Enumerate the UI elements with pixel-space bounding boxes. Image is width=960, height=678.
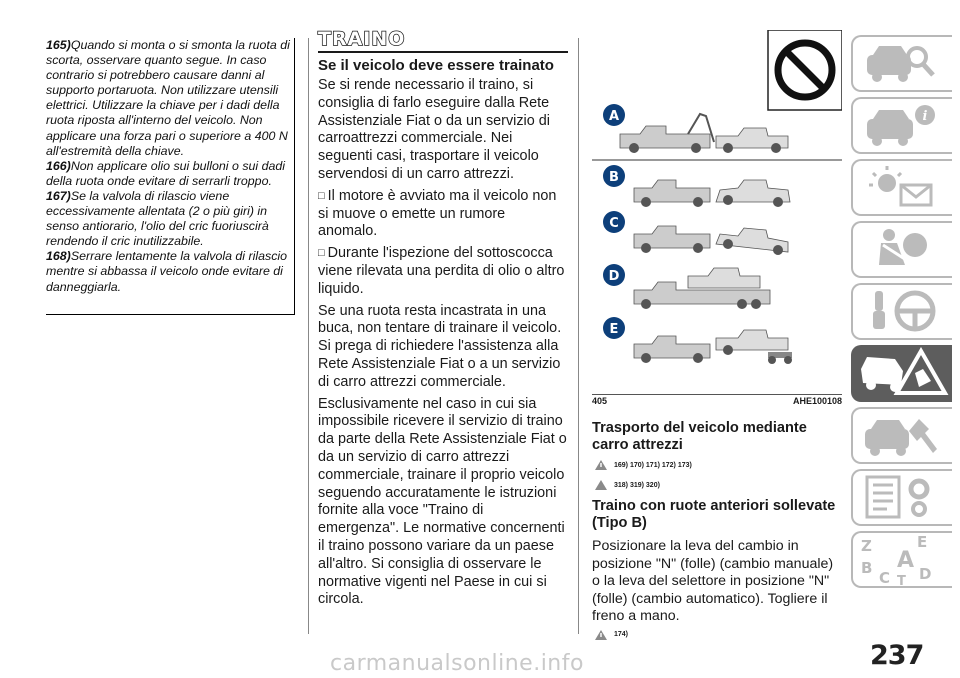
tow-scenario-d [603,264,770,309]
chapter-title: TRAINO [318,28,406,50]
paragraph: Se una ruota resta incastrata in una buca, non tentare di trainare il veicolo. Si prega di richiedere l'assistenza alla Rete Assistenziale Fiat o a un servizio di carro attrezzi commerciale. [318,302,562,390]
svg-text:i: i [922,109,928,124]
figure-number: 405 [592,396,608,406]
warning-reference: 174) [594,628,842,642]
svg-text:C: C [879,569,891,586]
section-title: Traino con ruote anteriori sollevate (Tipo B) [592,498,836,531]
warning-triangle-icon [594,459,608,471]
tab-warning-lights[interactable] [851,159,952,216]
warning-lights-icon [853,161,952,214]
car-search-icon [853,37,952,90]
note-triangle-icon [594,479,608,491]
section-title: Se il veicolo deve essere trainato [318,57,554,74]
towing-illustration [592,30,842,390]
page-number: 237 [870,640,924,671]
car-service-icon [853,409,952,462]
warning-item: 167)Se la valvola di rilascio viene eccessivamente allentata (2 o più giri) in senso antiorario, l'olio del cric fuoriuscirà rendendo il cric inutilizzabile. [46,188,269,249]
figure-rule [592,394,842,395]
figure-code: AHE100108 [792,396,842,406]
label-d: D [608,269,620,284]
tow-scenario-a [603,104,788,153]
paragraph: Esclusivamente nel caso in cui sia impossibile ricevere il servizio di traino da parte della Rete Assistenziale Fiat o da un servizio di carro attrezzi commerciale, trainare il proprio veicolo seguendo accuratamente le istruzioni fornite alla voce "Traino di emergenza". Le normative concernenti il traino possono variare da un paese all'altro. Si consiglia di osservare le normative vigenti nel Paese in cui si circola. [318,395,567,608]
svg-text:T: T [897,574,906,586]
car-info-icon [853,99,952,152]
warning-reference: 169) 170) 171) 172) 173) [594,458,842,472]
tow-scenario-e [603,317,792,364]
figure-caption [592,396,842,406]
steering-key-icon [853,285,952,338]
bullet-item: □ Durante l'ispezione del sottoscocca viene rilevata una perdita di olio o altro liquido. [318,245,568,298]
column-divider [578,38,579,634]
paragraph: Posizionare la leva del cambio in posizione "N" (folle) (cambio manuale) o la leva del selettore in posizione "N" (folle) (cambio automatico). Togliere il freno a mano. [592,538,834,624]
watermark: carmanualsonline.info [330,651,584,676]
tab-emergency[interactable] [851,345,952,402]
label-a: A [608,109,620,124]
note-reference: 318) 319) 320) [594,478,842,492]
column-divider [308,38,309,634]
tab-car-service[interactable] [851,407,952,464]
warning-item: 165)Quando si monta o si smonta la ruota di scorta, osservare quanto segue. In caso contrario si potrebbero causare danni al supporto portaruota. Non utilizzare utensili elettrici. Utilizzare la chiave per i dadi della ruota riposta all'interno del veicolo. Non applicare una forza pari o superiore a 400 N all'estremità della chiave. [46,38,290,158]
svg-text:D: D [919,565,932,583]
warnings-box [46,38,295,315]
tab-airbag-safety[interactable] [851,221,952,278]
tow-scenario-b [603,165,790,207]
tab-checklist-settings[interactable] [851,469,952,526]
towing-figure [592,30,842,390]
title-rule [318,51,568,53]
prohibited-icon [768,30,842,110]
warning-item: 168)Serrare lentamente la valvola di rilascio mentre si abbassa il veicolo onde evitare di danneggiarla. [46,249,288,294]
section-title: Trasporto del veicolo mediante carro attrezzi [592,420,807,453]
checklist-settings-icon [853,471,952,524]
warning-item: 166)Non applicare olio sui bulloni o sui dadi della ruota onde evitare di serrarli troppo. [46,158,286,188]
bullet-item: □ Il motore è avviato ma il veicolo non si muove o emette un rumore anomalo. [318,188,568,241]
warning-triangle-icon [594,629,608,641]
label-c: C [609,216,619,231]
emergency-icon [853,347,952,400]
tab-car-search[interactable] [851,35,952,92]
svg-text:Z: Z [861,537,872,555]
airbag-safety-icon [853,223,952,276]
paragraph: Se si rende necessario il traino, si consiglia di farlo eseguire dalla Rete Assistenziale Fiat o da un servizio di carroattrezzi commerciale. Nei seguenti casi, trasportare il veicolo servendosi di un carro attrezzi. [318,77,550,182]
main-column [318,28,568,613]
tab-steering-key[interactable] [851,283,952,340]
index-letters-icon [853,533,952,586]
svg-text:B: B [861,559,873,577]
tab-index[interactable] [851,531,952,588]
label-e: E [609,322,619,337]
svg-text:E: E [917,533,928,551]
right-column [592,420,842,648]
chapter-sidebar [851,35,953,593]
svg-text:A: A [897,548,915,573]
tow-scenario-c [603,211,788,255]
tab-car-info[interactable] [851,97,952,154]
label-b: B [609,170,619,185]
